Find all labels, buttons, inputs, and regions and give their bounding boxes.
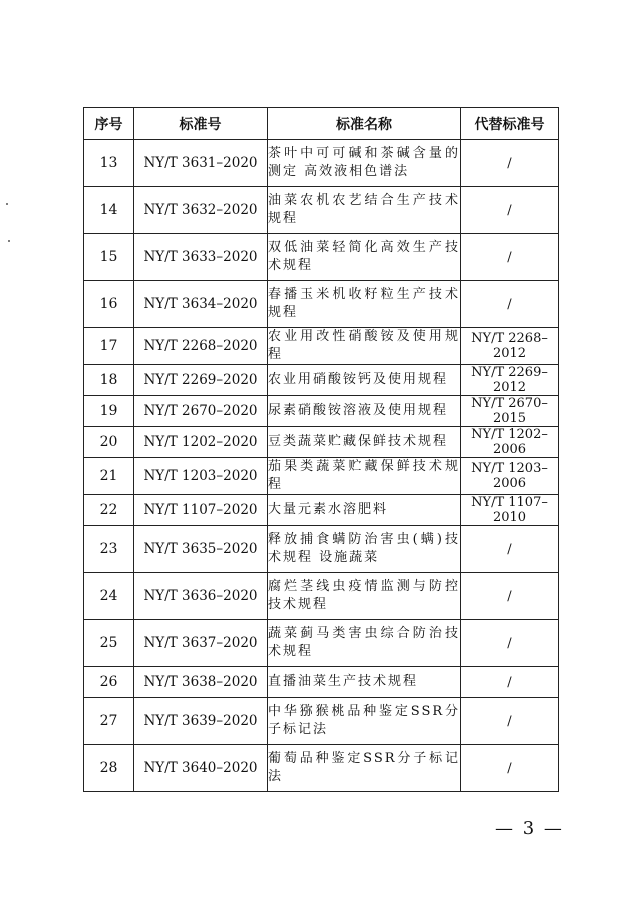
cell-replaced: NY/T 1107–2010 [461, 495, 559, 526]
cell-std-no: NY/T 3635–2020 [134, 526, 268, 573]
cell-std-name: 双低油菜轻简化高效生产技术规程 [268, 234, 461, 281]
cell-replaced: / [461, 234, 559, 281]
cell-std-no: NY/T 3636–2020 [134, 573, 268, 620]
cell-replaced: / [461, 281, 559, 328]
cell-std-name: 春播玉米机收籽粒生产技术规程 [268, 281, 461, 328]
cell-replaced: / [461, 140, 559, 187]
scan-speck [8, 240, 10, 242]
cell-seq: 23 [84, 526, 134, 573]
cell-seq: 18 [84, 365, 134, 396]
cell-std-name: 直播油菜生产技术规程 [268, 667, 461, 698]
cell-std-no: NY/T 3637–2020 [134, 620, 268, 667]
cell-std-no: NY/T 1203–2020 [134, 458, 268, 495]
cell-std-name: 葡萄品种鉴定SSR分子标记法 [268, 745, 461, 792]
cell-seq: 25 [84, 620, 134, 667]
cell-replaced: NY/T 2670–2015 [461, 396, 559, 427]
cell-seq: 19 [84, 396, 134, 427]
cell-replaced: NY/T 2269–2012 [461, 365, 559, 396]
cell-replaced: NY/T 1203–2006 [461, 458, 559, 495]
cell-seq: 26 [84, 667, 134, 698]
table-row [84, 187, 559, 234]
cell-std-no: NY/T 3631–2020 [134, 140, 268, 187]
table-row [84, 667, 559, 698]
page-number: — 3 — [495, 818, 564, 839]
table-row [84, 526, 559, 573]
table-row [84, 458, 559, 495]
header-std-name: 标准名称 [268, 108, 461, 140]
cell-std-no: NY/T 3634–2020 [134, 281, 268, 328]
cell-seq: 21 [84, 458, 134, 495]
cell-std-no: NY/T 3633–2020 [134, 234, 268, 281]
table-row [84, 427, 559, 458]
cell-std-no: NY/T 2268–2020 [134, 328, 268, 365]
cell-seq: 15 [84, 234, 134, 281]
cell-seq: 24 [84, 573, 134, 620]
cell-seq: 16 [84, 281, 134, 328]
table-row [84, 573, 559, 620]
cell-seq: 20 [84, 427, 134, 458]
table-row [84, 396, 559, 427]
cell-std-no: NY/T 1202–2020 [134, 427, 268, 458]
cell-std-no: NY/T 2269–2020 [134, 365, 268, 396]
cell-std-name: 茶叶中可可碱和茶碱含量的测定 高效液相色谱法 [268, 140, 461, 187]
cell-replaced: / [461, 745, 559, 792]
cell-replaced: / [461, 620, 559, 667]
cell-std-name: 大量元素水溶肥料 [268, 495, 461, 526]
cell-seq: 28 [84, 745, 134, 792]
cell-std-name: 农业用硝酸铵钙及使用规程 [268, 365, 461, 396]
standards-table [83, 107, 559, 792]
table-row [84, 281, 559, 328]
cell-replaced: / [461, 573, 559, 620]
cell-std-no: NY/T 1107–2020 [134, 495, 268, 526]
cell-replaced: / [461, 698, 559, 745]
cell-std-name: 豆类蔬菜贮藏保鲜技术规程 [268, 427, 461, 458]
cell-replaced: NY/T 2268–2012 [461, 328, 559, 365]
header-replaced: 代替标准号 [461, 108, 559, 140]
cell-std-name: 中华猕猴桃品种鉴定SSR分子标记法 [268, 698, 461, 745]
cell-replaced: / [461, 526, 559, 573]
cell-std-no: NY/T 3639–2020 [134, 698, 268, 745]
cell-seq: 17 [84, 328, 134, 365]
cell-seq: 13 [84, 140, 134, 187]
table-row [84, 745, 559, 792]
table-row [84, 698, 559, 745]
table-row [84, 495, 559, 526]
cell-seq: 27 [84, 698, 134, 745]
cell-std-name: 茄果类蔬菜贮藏保鲜技术规程 [268, 458, 461, 495]
table-row [84, 328, 559, 365]
table-row [84, 620, 559, 667]
cell-replaced: / [461, 667, 559, 698]
cell-std-name: 蔬菜蓟马类害虫综合防治技术规程 [268, 620, 461, 667]
cell-replaced: NY/T 1202–2006 [461, 427, 559, 458]
cell-std-name: 农业用改性硝酸铵及使用规程 [268, 328, 461, 365]
cell-seq: 14 [84, 187, 134, 234]
cell-std-no: NY/T 2670–2020 [134, 396, 268, 427]
cell-replaced: / [461, 187, 559, 234]
cell-seq: 22 [84, 495, 134, 526]
cell-std-no: NY/T 3640–2020 [134, 745, 268, 792]
cell-std-name: 腐烂茎线虫疫情监测与防控技术规程 [268, 573, 461, 620]
header-seq: 序号 [84, 108, 134, 140]
cell-std-name: 油菜农机农艺结合生产技术规程 [268, 187, 461, 234]
cell-std-no: NY/T 3638–2020 [134, 667, 268, 698]
table-row [84, 365, 559, 396]
table-header-row [84, 108, 559, 140]
header-std-no: 标准号 [134, 108, 268, 140]
table-row [84, 140, 559, 187]
cell-std-name: 释放捕食螨防治害虫(螨)技术规程 设施蔬菜 [268, 526, 461, 573]
cell-std-no: NY/T 3632–2020 [134, 187, 268, 234]
cell-std-name: 尿素硝酸铵溶液及使用规程 [268, 396, 461, 427]
table-row [84, 234, 559, 281]
scan-speck [6, 203, 8, 205]
